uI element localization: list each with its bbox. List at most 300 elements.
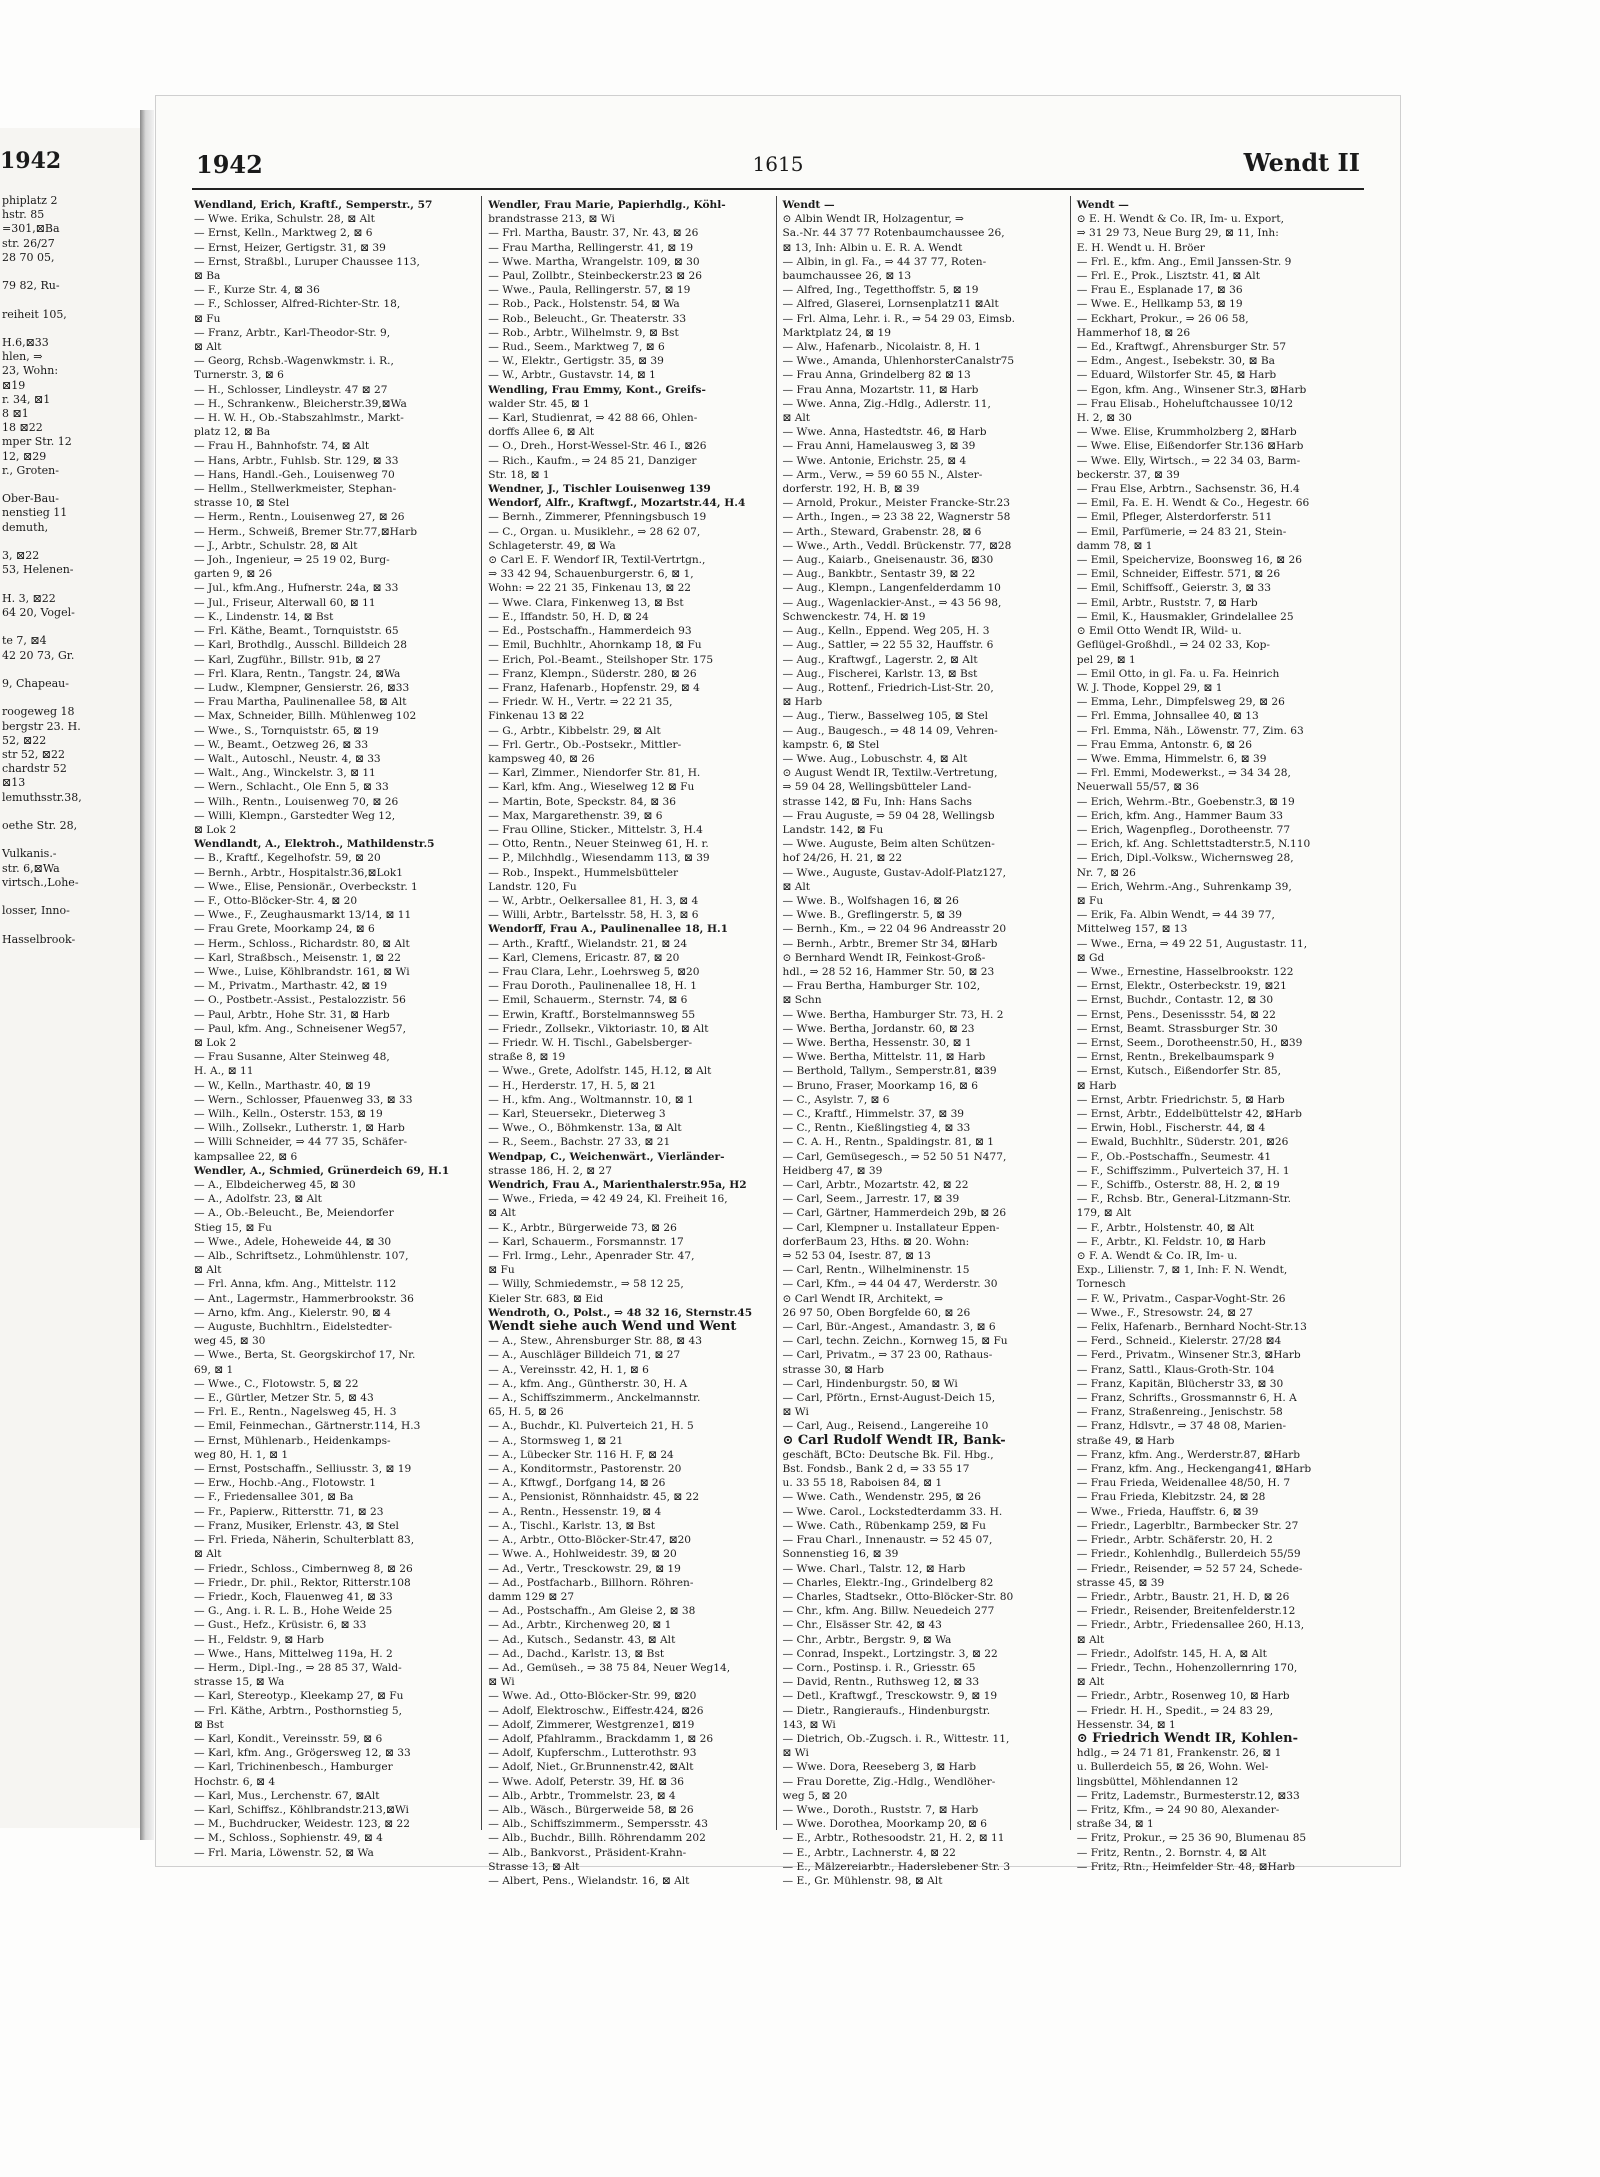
- directory-entry: — Karl, Zugführ., Billstr. 91b, ⊠ 27: [194, 653, 381, 666]
- left-page-line: ⊠19: [2, 378, 26, 392]
- directory-entry: — Franz, Musiker, Erlenstr. 43, ⊠ Stel: [194, 1519, 399, 1532]
- directory-entry: — Wern., Schlosser, Pfauenweg 33, ⊠ 33: [194, 1093, 413, 1106]
- directory-entry: — Frau H., Bahnhofstr. 74, ⊠ Alt: [194, 440, 370, 453]
- directory-entry: baumchaussee 26, ⊠ 13: [782, 270, 912, 283]
- left-page-line: hstr. 85: [2, 208, 45, 222]
- directory-entry: — Carl, Arbtr., Mozartstr. 42, ⊠ 22: [782, 1179, 969, 1192]
- directory-entry: — Frau Clara, Lehr., Loehrsweg 5, ⊠20: [488, 965, 700, 978]
- directory-entry: — Rob., Pack., Holstenstr. 54, ⊠ Wa: [488, 298, 680, 311]
- left-page-line: r. 34, ⊠1: [2, 392, 51, 406]
- directory-entry: — Franz, Sattl., Klaus-Groth-Str. 104: [1076, 1363, 1275, 1376]
- directory-entry: — Charles, Elektr.-Ing., Grindelberg 82: [782, 1576, 994, 1589]
- left-page-line: ⊠13: [2, 776, 26, 790]
- directory-entry: — E., Arbtr., Rothesoodstr. 21, H. 2, ⊠ 11: [782, 1832, 1005, 1845]
- directory-entry: — H., kfm. Ang., Woltmannstr. 10, ⊠ 1: [488, 1093, 694, 1106]
- directory-entry: Wendler, Frau Marie, Papierhdlg., Köhl-: [488, 199, 726, 211]
- directory-entry: — Ed., Postschaffn., Hammerdeich 93: [488, 625, 692, 638]
- left-page-line: =301,⊠Ba: [2, 222, 60, 236]
- directory-entry: — Wwe., Luise, Köhlbrandstr. 161, ⊠ Wi: [194, 965, 410, 978]
- directory-entry: straße 8, ⊠ 19: [488, 1051, 566, 1064]
- directory-entry: — Frau Frieda, Klebitzstr. 24, ⊠ 28: [1076, 1491, 1266, 1504]
- directory-entry: brandstrasse 213, ⊠ Wi: [488, 213, 615, 226]
- directory-entry: — Jul., Friseur, Alterwall 60, ⊠ 11: [194, 596, 376, 609]
- directory-entry: — Emil, Pfleger, Alsterdorferstr. 511: [1076, 511, 1273, 524]
- directory-entry: — Aug., Fischerei, Karlstr. 13, ⊠ Bst: [782, 667, 978, 680]
- directory-entry: — Edm., Angest., Isebekstr. 30, ⊠ Ba: [1076, 355, 1275, 368]
- directory-entry: — Aug., Wagenlackier-Anst., ⇒ 43 56 98,: [782, 596, 1002, 609]
- directory-entry: — Alb., Bankvorst., Präsident-Krahn-: [488, 1846, 687, 1859]
- directory-entry: — Franz, Hdlsvtr., ⇒ 37 48 08, Marien-: [1076, 1420, 1287, 1433]
- directory-entry: — Wilh., Zollsekr., Lutherstr. 1, ⊠ Harb: [194, 1122, 405, 1135]
- directory-entry: — Wwe. Cath., Wendenstr. 295, ⊠ 26: [782, 1491, 982, 1504]
- directory-entry: dorffs Allee 6, ⊠ Alt: [488, 426, 595, 439]
- directory-entry: — Friedr., Dr. phil., Rektor, Ritterstr.108: [194, 1576, 411, 1589]
- directory-entry: — Arth., Ingen., ⇒ 23 38 22, Wagnerstr 58: [782, 511, 1011, 524]
- directory-entry: — Ed., Kraftwgf., Ahrensburger Str. 57: [1076, 341, 1287, 354]
- directory-entry: — Wwe., F., Stresowstr. 24, ⊠ 27: [1076, 1306, 1253, 1319]
- directory-page: [156, 96, 1400, 1887]
- directory-entry: — Frau Dorette, Zig.-Hdlg., Wendlöher-: [782, 1775, 996, 1788]
- directory-entry: — Friedr. W. H., Vertr. ⇒ 22 21 35,: [488, 696, 673, 709]
- directory-entry: — Wwe. Anna, Hastedtstr. 46, ⊠ Harb: [782, 426, 987, 439]
- directory-entry: — Eduard, Wilstorfer Str. 45, ⊠ Harb: [1076, 369, 1277, 382]
- directory-entry: kampsweg 40, ⊠ 26: [488, 752, 595, 765]
- directory-entry: — Charles, Stadtsekr., Otto-Blöcker-Str. 80: [782, 1590, 1014, 1603]
- directory-entry: — Ernst, Pens., Desenissstr. 54, ⊠ 22: [1076, 1008, 1276, 1021]
- directory-entry: ⊙ E. H. Wendt & Co. IR, Im- u. Export,: [1076, 213, 1284, 226]
- left-page-line: [0, 691, 140, 705]
- directory-entry: — Chr., Arbtr., Bergstr. 9, ⊠ Wa: [782, 1633, 952, 1646]
- directory-entry: — Max, Margarethenstr. 39, ⊠ 6: [488, 809, 663, 822]
- left-page-line: hlen, ⇒: [2, 350, 43, 364]
- directory-entry: — Alb., Wäsch., Bürgerweide 58, ⊠ 26: [488, 1803, 694, 1816]
- directory-entry: — Frl. Emma, Johnsallee 40, ⊠ 13: [1076, 710, 1259, 723]
- left-page-line: Ober-Bau-: [2, 492, 59, 506]
- directory-entry: — Ewald, Buchhltr., Süderstr. 201, ⊠26: [1076, 1136, 1289, 1149]
- directory-entry: ⊙ Albin Wendt IR, Holzagentur, ⇒: [782, 213, 964, 226]
- directory-entry: — A., Adolfstr. 23, ⊠ Alt: [194, 1193, 322, 1206]
- directory-entry: — Frl. E., Prok., Lisztstr. 41, ⊠ Alt: [1076, 270, 1260, 283]
- left-page-line: bergstr 23. H.: [2, 719, 81, 733]
- directory-entry: — Ad., Gemüseh., ⇒ 38 75 84, Neuer Weg14,: [488, 1661, 731, 1674]
- directory-entry: geschäft, BCto: Deutsche Bk. Fil. Hbg.,: [782, 1448, 994, 1461]
- directory-entry: ⊠ Bst: [194, 1718, 224, 1731]
- directory-entry: — Ernst, Kutsch., Eißendorfer Str. 85,: [1076, 1065, 1281, 1078]
- directory-entry: — Adolf, Elektroschw., Eiffestr.424, ⊠26: [488, 1704, 704, 1717]
- directory-entry: — Adolf, Kupferschm., Lutterothstr. 93: [488, 1747, 697, 1760]
- left-page-line: [0, 478, 140, 492]
- directory-entry: — P., Milchhdlg., Wiesendamm 113, ⊠ 39: [488, 852, 710, 865]
- directory-entry: dorferBaum 23, Hths. ⊠ 20. Wohn:: [782, 1235, 970, 1248]
- directory-entry: — Carl, Aug., Reisend., Langereihe 10: [782, 1420, 989, 1433]
- directory-entry: — Wwe., C., Flotowstr. 5, ⊠ 22: [194, 1377, 359, 1390]
- directory-entry: — Wwe. Cath., Rübenkamp 259, ⊠ Fu: [782, 1519, 987, 1532]
- directory-entry: — Aug., Bankbtr., Sentastr 39, ⊠ 22: [782, 568, 976, 581]
- directory-entry: — K., Arbtr., Bürgerweide 73, ⊠ 26: [488, 1221, 677, 1234]
- directory-entry: — Erich, Dipl.-Volksw., Wichernsweg 28,: [1076, 852, 1294, 865]
- directory-entry: — Ernst, Rentn., Brekelbaumspark 9: [1076, 1051, 1275, 1064]
- directory-entry: strasse 142, ⊠ Fu, Inh: Hans Sachs: [782, 795, 972, 808]
- directory-entry: Landstr. 142, ⊠ Fu: [782, 823, 884, 836]
- directory-entry: — Aug., Tierw., Basselweg 105, ⊠ Stel: [782, 710, 989, 723]
- directory-entry: — Emil, K., Hausmakler, Grindelallee 25: [1076, 610, 1294, 623]
- directory-entry: — Frl. Alma, Lehr. i. R., ⇒ 54 29 03, Eimsb.: [782, 312, 1016, 325]
- directory-entry: — Friedr., Arbtr. Schäferstr. 20, H. 2: [1076, 1534, 1273, 1547]
- directory-entry: damm 129 ⊠ 27: [488, 1590, 575, 1603]
- directory-entry: — E., Gr. Mühlenstr. 98, ⊠ Alt: [782, 1874, 943, 1887]
- directory-entry: ⊠ Harb: [1076, 1079, 1117, 1092]
- directory-entry: — Frau Bertha, Hamburger Str. 102,: [782, 980, 981, 993]
- directory-entry: — Hans, Arbtr., Fuhlsb. Str. 129, ⊠ 33: [194, 454, 399, 467]
- directory-entry: — Felix, Hafenarb., Bernhard Nocht-Str.13: [1076, 1321, 1307, 1334]
- directory-entry: — Franz, Schrifts., Grossmannstr 6, H. A: [1076, 1392, 1297, 1405]
- directory-entry: — Herm., Schloss., Richardstr. 80, ⊠ Alt: [194, 937, 410, 950]
- left-page-year: 1942: [0, 148, 62, 174]
- directory-entry: Wendt —: [1076, 199, 1129, 211]
- directory-entry: kampsallee 22, ⊠ 6: [194, 1150, 298, 1163]
- directory-entry: — M., Privatm., Marthastr. 42, ⊠ 19: [194, 980, 388, 993]
- directory-entry: — Ernst, Heizer, Gertigstr. 31, ⊠ 39: [194, 241, 386, 254]
- directory-entry: — Friedr., Techn., Hohenzollernring 170,: [1076, 1661, 1298, 1674]
- directory-entry: — Ernst, Mühlenarb., Heidenkamps-: [194, 1434, 391, 1447]
- directory-entry: — Franz, Kapitän, Blücherstr 33, ⊠ 30: [1076, 1377, 1284, 1390]
- directory-entry: — Wwe. Charl., Talstr. 12, ⊠ Harb: [782, 1562, 966, 1575]
- directory-entry: — Friedr., Kohlenhdlg., Bullerdeich 55/59: [1076, 1548, 1301, 1561]
- directory-entry: ⇒ 31 29 73, Neue Burg 29, ⊠ 11, Inh:: [1076, 227, 1279, 240]
- directory-entry: — Alb., Schriftsetz., Lohmühlenstr. 107,: [194, 1250, 409, 1263]
- directory-entry: — Wwe. A., Hohlweidestr. 39, ⊠ 20: [488, 1548, 677, 1561]
- directory-entry: — Ernst, Arbtr., Eddelbüttelstr 42, ⊠Harb: [1076, 1108, 1302, 1120]
- directory-entry: Landstr. 120, Fu: [488, 880, 577, 893]
- directory-entry: — Alw., Hafenarb., Nicolaistr. 8, H. 1: [782, 341, 981, 354]
- directory-entry: — Albert, Pens., Wielandstr. 16, ⊠ Alt: [488, 1874, 690, 1887]
- directory-entry: Wohn: ⇒ 22 21 35, Finkenau 13, ⊠ 22: [488, 582, 692, 595]
- directory-entry: 143, ⊠ Wi: [782, 1718, 836, 1731]
- directory-entry: — C., Kraftf., Himmelstr. 37, ⊠ 39: [782, 1108, 965, 1120]
- directory-entry: — Frau Susanne, Alter Steinweg 48,: [194, 1051, 390, 1064]
- left-page-line: H. 3, ⊠22: [2, 591, 56, 605]
- directory-entry: — F., Rchsb. Btr., General-Litzmann-Str.: [1076, 1193, 1292, 1206]
- directory-entry: — Corn., Postinsp. i. R., Griesstr. 65: [782, 1661, 976, 1674]
- directory-entry: — H., Schrankenw., Bleicherstr.39,⊠Wa: [194, 397, 407, 410]
- directory-entry: Wendorf, Alfr., Kraftwgf., Mozartstr.44, H.4: [488, 497, 746, 510]
- left-page-line: str. 6,⊠Wa: [2, 861, 60, 875]
- directory-entry: — Carl, Pförtn., Ernst-August-Deich 15,: [782, 1392, 996, 1405]
- directory-entry: — Ernst, Straßbl., Luruper Chaussee 113,: [194, 255, 420, 268]
- directory-entry: Wendner, J., Tischler Louisenweg 139: [488, 483, 711, 496]
- directory-entry: ⊙ Carl E. F. Wendorf IR, Textil-Vertrtgn.,: [488, 554, 706, 567]
- directory-entry: — Friedr. W. H. Tischl., Gabelsberger-: [488, 1036, 693, 1049]
- left-page-line: [0, 918, 140, 932]
- left-page-line: 42 20 73, Gr.: [2, 648, 75, 662]
- directory-entry: — Frl. E., kfm. Ang., Emil Janssen-Str. 9: [1076, 255, 1292, 268]
- directory-entry: — Wwe. Antonie, Erichstr. 25, ⊠ 4: [782, 454, 967, 467]
- directory-entry: — Willy, Schmiedemstr., ⇒ 58 12 25,: [488, 1278, 684, 1291]
- directory-entry: — Franz, kfm. Ang., Heckengang41, ⊠Harb: [1076, 1463, 1312, 1476]
- directory-entry: — Erwin, Kraftf., Borstelmannsweg 55: [488, 1008, 696, 1021]
- directory-entry: — Herm., Rentn., Louisenweg 27, ⊠ 26: [194, 511, 405, 524]
- left-page-line: [0, 293, 140, 307]
- directory-entry: — Adolf, Pfahlramm., Brackdamm 1, ⊠ 26: [488, 1732, 714, 1745]
- directory-entry: — Wwe., Doroth., Ruststr. 7, ⊠ Harb: [782, 1803, 979, 1816]
- directory-entry: — F., Schiffszimm., Pulverteich 37, H. 1: [1076, 1164, 1290, 1177]
- directory-entry: — C., Organ. u. Musiklehr., ⇒ 28 62 07,: [488, 525, 701, 538]
- directory-entry: — Frau Elisab., Hoheluftchaussee 10/12: [1076, 397, 1294, 410]
- directory-entry: — Wwe. Clara, Finkenweg 13, ⊠ Bst: [488, 596, 684, 609]
- directory-entry: Hessenstr. 34, ⊠ 1: [1076, 1718, 1176, 1731]
- directory-entry: — Frau Martha, Rellingerstr. 41, ⊠ 19: [488, 241, 694, 254]
- left-page-line: 18 ⊠22: [2, 421, 43, 435]
- directory-entry: ⊙ Carl Rudolf Wendt IR, Bank-: [782, 1432, 1006, 1448]
- column-3: [776, 196, 1070, 1887]
- directory-entry: ⇒ 33 42 94, Schauenburgerstr. 6, ⊠ 1,: [488, 568, 694, 581]
- directory-entry: ⊠ Schn: [782, 994, 822, 1007]
- directory-entry: — Alb., Schiffszimmerm., Sempersstr. 43: [488, 1818, 708, 1831]
- directory-entry: ⊠ Fu: [488, 1264, 515, 1277]
- page-header: [196, 146, 1360, 186]
- directory-entry: — Herm., Schweiß, Bremer Str.77,⊠Harb: [194, 525, 418, 538]
- directory-entry: — Chr., Elsässer Str. 42, ⊠ 43: [782, 1619, 942, 1632]
- directory-entry: — Ernst, Beamt. Strassburger Str. 30: [1076, 1022, 1278, 1035]
- directory-entry: — Emil Otto, in gl. Fa. u. Fa. Heinrich: [1076, 667, 1280, 680]
- directory-entry: — F. W., Privatm., Caspar-Voght-Str. 26: [1076, 1292, 1286, 1305]
- directory-entry: — Wwe. Martha, Wrangelstr. 109, ⊠ 30: [488, 255, 700, 268]
- directory-entry: — Ferd., Privatm., Winsener Str.3, ⊠Harb: [1076, 1349, 1301, 1362]
- directory-entry: — Rud., Seem., Marktweg 7, ⊠ 6: [488, 341, 665, 354]
- column-4: [1070, 196, 1364, 1873]
- directory-entry: H. A., ⊠ 11: [194, 1065, 254, 1078]
- directory-entry: — Detl., Kraftwgf., Tresckowstr. 9, ⊠ 19: [782, 1690, 998, 1703]
- directory-entry: — A., Elbdeicherweg 45, ⊠ 30: [194, 1179, 356, 1192]
- directory-entry: Stieg 15, ⊠ Fu: [194, 1221, 272, 1234]
- directory-entry: — Carl, Kfm., ⇒ 44 04 47, Werderstr. 30: [782, 1278, 998, 1291]
- directory-entry: — Willi Schneider, ⇒ 44 77 35, Schäfer-: [194, 1136, 408, 1149]
- directory-entry: — Karl, Zimmer., Niendorfer Str. 81, H.: [488, 767, 701, 780]
- header-rule: [192, 188, 1364, 190]
- directory-entry: — Aug., Baugesch., ⇒ 48 14 09, Vehren-: [782, 724, 998, 737]
- directory-entry: Wendrich, Frau A., Marienthalerstr.95a, H2: [488, 1179, 747, 1192]
- directory-entry: — A., Stew., Ahrensburger Str. 88, ⊠ 43: [488, 1335, 702, 1348]
- directory-entry: ⊠ Fu: [194, 312, 221, 325]
- directory-entry: — Walt., Autoschl., Neustr. 4, ⊠ 33: [194, 752, 381, 765]
- directory-entry: — Rob., Beleucht., Gr. Theaterstr. 33: [488, 312, 687, 325]
- directory-entry: — O., Dreh., Horst-Wessel-Str. 46 I., ⊠26: [488, 440, 707, 453]
- directory-entry: — Emma, Lehr., Dimpfelsweg 29, ⊠ 26: [1076, 696, 1285, 709]
- directory-entry: ⊠ Alt: [1076, 1676, 1105, 1689]
- directory-entry: Sa.-Nr. 44 37 77 Rotenbaumchaussee 26,: [782, 227, 1005, 240]
- directory-entry: — Wwe. Carol., Lockstedterdamm 33. H.: [782, 1505, 1003, 1518]
- column-2: [481, 196, 775, 1887]
- left-page-line: 28 70 05,: [2, 250, 55, 264]
- directory-entry: — H. W. H., Ob.-Stabszahlmstr., Markt-: [194, 412, 404, 425]
- directory-entry: ⊠ Alt: [782, 880, 811, 893]
- directory-entry: — Otto, Rentn., Neuer Steinweg 61, H. r.: [488, 838, 709, 851]
- directory-entry: — Erich, Pol.-Beamt., Steilshoper Str. 175: [488, 653, 714, 666]
- directory-entry: — A., Arbtr., Otto-Blöcker-Str.47, ⊠20: [488, 1534, 692, 1547]
- directory-entry: — F., Arbtr., Holstenstr. 40, ⊠ Alt: [1076, 1221, 1255, 1234]
- left-page-line: Vulkanis.-: [2, 847, 57, 861]
- directory-entry: — Aug., Rottenf., Friedrich-List-Str. 20,: [782, 681, 994, 694]
- directory-entry: — David, Rentn., Ruthsweg 12, ⊠ 33: [782, 1676, 980, 1689]
- left-page-line: chardstr 52: [2, 762, 67, 776]
- directory-entry: H. 2, ⊠ 30: [1076, 412, 1132, 425]
- directory-entry: — Alb., Buchdr., Billh. Röhrendamm 202: [488, 1832, 706, 1845]
- directory-entry: — C. A. H., Rentn., Spaldingstr. 81, ⊠ 1: [782, 1136, 994, 1149]
- left-page-line: roogeweg 18: [2, 705, 75, 719]
- directory-entry: — G., Ang. i. R. L. B., Hohe Weide 25: [194, 1605, 393, 1618]
- left-page-fragment: [0, 128, 140, 1828]
- directory-entry: — Hellm., Stellwerkmeister, Stephan-: [194, 483, 397, 496]
- directory-entry: — Ferd., Schneid., Kielerstr. 27/28 ⊠4: [1076, 1335, 1282, 1348]
- directory-entry: hof 24/26, H. 21, ⊠ 22: [782, 852, 903, 865]
- left-page-line: [0, 620, 140, 634]
- book-gutter: [140, 110, 154, 1840]
- directory-entry: — W., Beamt., Oetzweg 26, ⊠ 33: [194, 738, 369, 751]
- directory-entry: — Wwe. Bertha, Hessenstr. 30, ⊠ 1: [782, 1036, 972, 1049]
- directory-entry: Sonnenstieg 16, ⊠ 39: [782, 1548, 899, 1561]
- directory-entry: — A., Buchdr., Kl. Pulverteich 21, H. 5: [488, 1420, 694, 1433]
- left-page-line: reiheit 105,: [2, 307, 67, 321]
- left-page-line: [0, 535, 140, 549]
- directory-entry: — Arnold, Prokur., Meister Francke-Str.23: [782, 497, 1011, 510]
- directory-entry: ⊠ Lok 2: [194, 1036, 237, 1049]
- header-year: 1942: [196, 150, 263, 179]
- left-page-line: nenstieg 11: [2, 506, 68, 520]
- left-page-line: 23, Wohn:: [2, 364, 59, 378]
- directory-entry: weg 80, H. 1, ⊠ 1: [194, 1448, 289, 1461]
- directory-entry: — Wwe. Dorothea, Moorkamp 20, ⊠ 6: [782, 1818, 987, 1831]
- directory-entry: Marktplatz 24, ⊠ 19: [782, 326, 892, 339]
- directory-entry: — Aug., Klempn., Langenfelderdamm 10: [782, 582, 1001, 595]
- directory-entry: — Erich, kf. Ang. Schlettstadterstr.5, N.110: [1076, 838, 1311, 851]
- directory-entry: — A., Konditormstr., Pastorenstr. 20: [488, 1463, 682, 1476]
- left-page-line: te 7, ⊠4: [2, 634, 47, 648]
- directory-entry: — Frl. Käthe, Arbtrn., Posthornstieg 5,: [194, 1704, 403, 1717]
- directory-entry: Hochstr. 6, ⊠ 4: [194, 1775, 276, 1788]
- directory-entry: — Rich., Kaufm., ⇒ 24 85 21, Danziger: [488, 454, 697, 467]
- directory-entry: platz 12, ⊠ Ba: [194, 426, 271, 439]
- directory-entry: u. Bullerdeich 55, ⊠ 26, Wohn. Wel-: [1076, 1761, 1269, 1774]
- directory-entry: — Fritz, Prokur., ⇒ 25 36 90, Blumenau 85: [1076, 1832, 1307, 1845]
- directory-entry: — E., Iffandstr. 50, H. D, ⊠ 24: [488, 610, 649, 623]
- directory-entry: — O., Postbetr.-Assist., Pestalozzistr. 56: [194, 994, 406, 1007]
- directory-entry: — Wwe., Berta, St. Georgskirchof 17, Nr.: [194, 1349, 416, 1362]
- left-page-line: 12, ⊠29: [2, 449, 47, 463]
- directory-entry: — Wwe. Erika, Schulstr. 28, ⊠ Alt: [194, 213, 375, 226]
- directory-entry: — Wilh., Rentn., Louisenweg 70, ⊠ 26: [194, 795, 399, 808]
- directory-entry: — Frl. Frieda, Näherin, Schulterblatt 83,: [194, 1534, 415, 1547]
- directory-entry: strasse 30, ⊠ Harb: [782, 1363, 884, 1376]
- directory-entry: — Max, Schneider, Billh. Mühlenweg 102: [194, 710, 417, 723]
- directory-entry: — Friedr., Schloss., Cimbernweg 8, ⊠ 26: [194, 1562, 413, 1575]
- directory-entry: beckerstr. 37, ⊠ 39: [1076, 468, 1180, 481]
- directory-entry: — Bruno, Fraser, Moorkamp 16, ⊠ 6: [782, 1079, 978, 1092]
- left-page-line: mper Str. 12: [2, 435, 72, 449]
- directory-entry: — Georg, Rchsb.-Wagenwkmstr. i. R.,: [194, 355, 394, 368]
- directory-entry: ⊠ Alt: [488, 1207, 516, 1220]
- directory-entry: — A., kfm. Ang., Güntherstr. 30, H. A: [488, 1377, 688, 1390]
- directory-entry: — Frau E., Esplanade 17, ⊠ 36: [1076, 284, 1243, 297]
- directory-entry: — Eckhart, Prokur., ⇒ 26 06 58,: [1076, 312, 1249, 325]
- directory-entry: — Erich, Wehrm.-Ang., Suhrenkamp 39,: [1076, 880, 1292, 893]
- directory-entry: — Egon, kfm. Ang., Winsener Str.3, ⊠Harb: [1076, 383, 1307, 396]
- directory-entry: — Wern., Schlacht., Ole Enn 5, ⊠ 33: [194, 781, 389, 794]
- directory-entry: — Adolf, Zimmerer, Westgrenze1, ⊠19: [488, 1718, 695, 1731]
- directory-entry: ⊠ Alt: [194, 341, 222, 354]
- directory-entry: Strasse 13, ⊠ Alt: [488, 1860, 580, 1873]
- directory-entry: — Ernst, Kelln., Marktweg 2, ⊠ 6: [194, 227, 373, 240]
- directory-entry: — Franz, Straßenreing., Jenischstr. 58: [1076, 1406, 1283, 1419]
- directory-entry: — Karl, kfm. Ang., Grögersweg 12, ⊠ 33: [194, 1747, 411, 1760]
- directory-entry: Wendt —: [782, 199, 835, 211]
- directory-entry: — Wwe. Auguste, Beim alten Schützen-: [782, 838, 995, 851]
- directory-entry: Neuerwall 55/57, ⊠ 36: [1076, 781, 1199, 794]
- left-page-line: str. 26/27: [2, 236, 55, 250]
- directory-entry: — Ant., Lagermstr., Hammerbrookstr. 36: [194, 1292, 414, 1305]
- directory-entry: — Wwe. Emma, Himmelstr. 6, ⊠ 39: [1076, 752, 1267, 765]
- directory-entry: — Ludw., Klempner, Gensierstr. 26, ⊠33: [194, 681, 410, 694]
- directory-entry: — W., Elektr., Gertigstr. 35, ⊠ 39: [488, 355, 664, 368]
- directory-entry: — E., Arbtr., Lachnerstr. 4, ⊠ 22: [782, 1846, 956, 1859]
- directory-entry: — Chr., kfm. Ang. Billw. Neuedeich 277: [782, 1605, 995, 1618]
- directory-entry: Finkenau 13 ⊠ 22: [488, 710, 585, 723]
- directory-entry: — Aug., Kraftwgf., Lagerstr. 2, ⊠ Alt: [782, 653, 978, 666]
- directory-entry: — Wwe. Adolf, Peterstr. 39, Hf. ⊠ 36: [488, 1775, 684, 1788]
- directory-entry: ⊙ F. A. Wendt & Co. IR, Im- u.: [1076, 1250, 1238, 1263]
- directory-entry: — Ernst, Buchdr., Contastr. 12, ⊠ 30: [1076, 994, 1274, 1007]
- directory-entry: ⊙ Bernhard Wendt IR, Feinkost-Groß-: [782, 951, 986, 964]
- directory-entry: — Adolf, Niet., Gr.Brunnenstr.42, ⊠Alt: [488, 1761, 694, 1774]
- directory-entry: — Karl, Schiffsz., Köhlbrandstr.213,⊠Wi: [194, 1803, 409, 1816]
- directory-entry: — Wwe., Ernestine, Hasselbrookstr. 122: [1076, 965, 1294, 978]
- directory-entry: — Ad., Postfacharb., Billhorn. Röhren-: [488, 1576, 694, 1589]
- directory-entry: strasse 45, ⊠ 39: [1076, 1576, 1165, 1589]
- left-page-line: oethe Str. 28,: [2, 818, 78, 832]
- directory-entry: — Wwe. Bertha, Jordanstr. 60, ⊠ 23: [782, 1022, 975, 1035]
- directory-entry: — Ad., Kutsch., Sedanstr. 43, ⊠ Alt: [488, 1633, 676, 1646]
- column-1: [194, 196, 481, 1859]
- directory-entry: — A., Schiffszimmerm., Anckelmannstr.: [488, 1392, 701, 1405]
- directory-entry: — Dietrich, Ob.-Zugsch. i. R., Wittestr. 11,: [782, 1732, 1010, 1745]
- directory-entry: — Franz, Arbtr., Karl-Theodor-Str. 9,: [194, 326, 391, 339]
- directory-entry: — Erich, kfm. Ang., Hammer Baum 33: [1076, 809, 1284, 822]
- directory-entry: — Frau Auguste, ⇒ 59 04 28, Wellingsb: [782, 809, 995, 822]
- directory-entry: E. H. Wendt u. H. Bröer: [1076, 241, 1205, 254]
- directory-entry: ⊙ Friedrich Wendt IR, Kohlen-: [1076, 1730, 1299, 1746]
- left-page-line: losser, Inno-: [2, 904, 70, 918]
- directory-entry: — M., Buchdrucker, Weidestr. 123, ⊠ 22: [194, 1818, 410, 1831]
- directory-entry: u. 33 55 18, Raboisen 84, ⊠ 1: [782, 1477, 943, 1490]
- directory-entry: — Fritz, Rtn., Heimfelder Str. 48, ⊠Harb: [1076, 1860, 1295, 1873]
- directory-entry: — Wwe. Dora, Reeseberg 3, ⊠ Harb: [782, 1761, 977, 1774]
- directory-entry: strasse 10, ⊠ Stel: [194, 497, 290, 510]
- directory-entry: — Frau Frieda, Weidenallee 48/50, H. 7: [1076, 1477, 1291, 1490]
- directory-entry: — Frl. Anna, kfm. Ang., Mittelstr. 112: [194, 1278, 397, 1291]
- directory-entry: — Auguste, Buchhltrn., Eidelstedter-: [194, 1321, 393, 1334]
- directory-entry: — Wwe. Ad., Otto-Blöcker-Str. 99, ⊠20: [488, 1690, 697, 1703]
- directory-entry: ⊠ Alt: [1076, 1633, 1105, 1646]
- directory-entry: — Karl, Stereotyp., Kleekamp 27, ⊠ Fu: [194, 1690, 404, 1703]
- directory-entry: — Fr., Papierw., Rittersttr. 71, ⊠ 23: [194, 1505, 384, 1518]
- directory-entry: — Franz, Hafenarb., Hopfenstr. 29, ⊠ 4: [488, 681, 700, 694]
- left-page-line: [0, 663, 140, 677]
- directory-entry: — J., Arbtr., Schulstr. 28, ⊠ Alt: [194, 539, 358, 552]
- directory-entry: straße 34, ⊠ 1: [1076, 1818, 1154, 1831]
- directory-entry: — A., Rentn., Hessenstr. 19, ⊠ 4: [488, 1505, 662, 1518]
- left-page-line: 53, Helenen-: [2, 563, 74, 577]
- directory-entry: — Karl, Clemens, Ericastr. 87, ⊠ 20: [488, 951, 680, 964]
- directory-entry: — H., Feldstr. 9, ⊠ Harb: [194, 1633, 324, 1646]
